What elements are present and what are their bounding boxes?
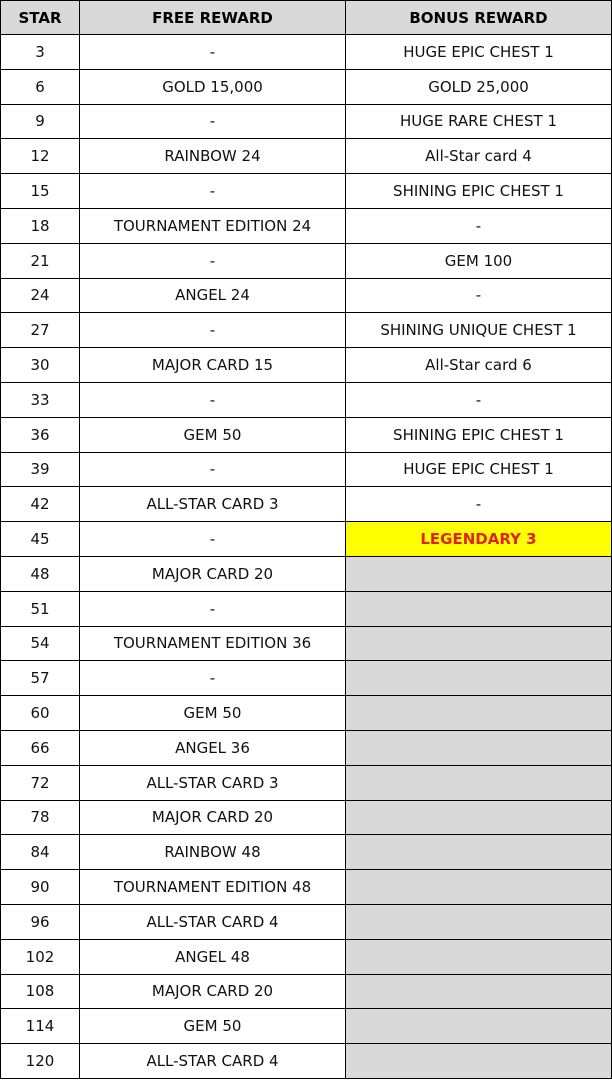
star-cell: 45 (1, 522, 80, 557)
bonus-reward-cell: SHINING EPIC CHEST 1 (346, 174, 612, 209)
bonus-reward-cell: GEM 100 (346, 243, 612, 278)
table-row (1, 382, 612, 417)
table-row (1, 208, 612, 243)
bonus-reward-locked-cell (346, 730, 612, 765)
free-reward-cell: - (80, 522, 346, 557)
bonus-reward-locked-cell (346, 556, 612, 591)
bonus-reward-locked-cell (346, 1009, 612, 1044)
free-reward-cell: RAINBOW 48 (80, 835, 346, 870)
free-reward-cell: ALL-STAR CARD 4 (80, 904, 346, 939)
free-reward-cell: TOURNAMENT EDITION 24 (80, 208, 346, 243)
free-reward-cell: - (80, 661, 346, 696)
table-row (1, 626, 612, 661)
star-cell: 33 (1, 382, 80, 417)
star-cell: 15 (1, 174, 80, 209)
table-row (1, 835, 612, 870)
free-reward-cell: ALL-STAR CARD 3 (80, 487, 346, 522)
table-row (1, 417, 612, 452)
free-reward-cell: - (80, 35, 346, 70)
table-row (1, 556, 612, 591)
star-cell: 39 (1, 452, 80, 487)
star-cell: 51 (1, 591, 80, 626)
star-cell: 27 (1, 313, 80, 348)
free-reward-cell: ANGEL 36 (80, 730, 346, 765)
star-cell: 9 (1, 104, 80, 139)
bonus-reward-cell: HUGE RARE CHEST 1 (346, 104, 612, 139)
table-row (1, 730, 612, 765)
star-cell: 72 (1, 765, 80, 800)
star-cell: 60 (1, 696, 80, 731)
bonus-reward-highlight-cell: LEGENDARY 3 (346, 522, 612, 557)
bonus-reward-cell: - (346, 487, 612, 522)
free-reward-cell: GEM 50 (80, 1009, 346, 1044)
bonus-reward-cell: - (346, 208, 612, 243)
star-cell: 6 (1, 69, 80, 104)
free-reward-cell: ANGEL 24 (80, 278, 346, 313)
free-reward-cell: TOURNAMENT EDITION 48 (80, 870, 346, 905)
table-row (1, 939, 612, 974)
table-row (1, 348, 612, 383)
header-bonus-reward: BONUS REWARD (346, 1, 612, 35)
free-reward-cell: TOURNAMENT EDITION 36 (80, 626, 346, 661)
free-reward-cell: ALL-STAR CARD 4 (80, 1044, 346, 1079)
star-cell: 90 (1, 870, 80, 905)
table-row (1, 174, 612, 209)
reward-table-header (1, 1, 612, 35)
bonus-reward-locked-cell (346, 870, 612, 905)
free-reward-cell: - (80, 591, 346, 626)
reward-table-body (1, 35, 612, 1079)
bonus-reward-locked-cell (346, 626, 612, 661)
bonus-reward-locked-cell (346, 904, 612, 939)
free-reward-cell: - (80, 174, 346, 209)
star-cell: 42 (1, 487, 80, 522)
star-cell: 30 (1, 348, 80, 383)
bonus-reward-locked-cell (346, 835, 612, 870)
table-row (1, 696, 612, 731)
table-row (1, 35, 612, 70)
star-cell: 96 (1, 904, 80, 939)
table-row (1, 870, 612, 905)
free-reward-cell: MAJOR CARD 20 (80, 974, 346, 1009)
table-row (1, 313, 612, 348)
star-cell: 12 (1, 139, 80, 174)
star-cell: 48 (1, 556, 80, 591)
bonus-reward-locked-cell (346, 939, 612, 974)
bonus-reward-locked-cell (346, 696, 612, 731)
star-cell: 54 (1, 626, 80, 661)
bonus-reward-locked-cell (346, 974, 612, 1009)
star-cell: 21 (1, 243, 80, 278)
star-cell: 36 (1, 417, 80, 452)
bonus-reward-cell: - (346, 382, 612, 417)
star-cell: 102 (1, 939, 80, 974)
header-row (1, 1, 612, 35)
star-cell: 108 (1, 974, 80, 1009)
bonus-reward-cell: - (346, 278, 612, 313)
free-reward-cell: MAJOR CARD 20 (80, 556, 346, 591)
table-row (1, 904, 612, 939)
star-cell: 24 (1, 278, 80, 313)
table-row (1, 452, 612, 487)
bonus-reward-cell: SHINING EPIC CHEST 1 (346, 417, 612, 452)
star-cell: 120 (1, 1044, 80, 1079)
free-reward-cell: GOLD 15,000 (80, 69, 346, 104)
table-row (1, 661, 612, 696)
table-row (1, 243, 612, 278)
table-row (1, 522, 612, 557)
free-reward-cell: ANGEL 48 (80, 939, 346, 974)
bonus-reward-locked-cell (346, 591, 612, 626)
table-row (1, 1009, 612, 1044)
free-reward-cell: - (80, 452, 346, 487)
bonus-reward-cell: HUGE EPIC CHEST 1 (346, 452, 612, 487)
header-star: STAR (1, 1, 80, 35)
header-free-reward: FREE REWARD (80, 1, 346, 35)
bonus-reward-cell: All-Star card 4 (346, 139, 612, 174)
free-reward-cell: - (80, 243, 346, 278)
bonus-reward-cell: SHINING UNIQUE CHEST 1 (346, 313, 612, 348)
free-reward-cell: GEM 50 (80, 417, 346, 452)
table-row (1, 104, 612, 139)
star-cell: 66 (1, 730, 80, 765)
free-reward-cell: - (80, 313, 346, 348)
table-row (1, 278, 612, 313)
free-reward-cell: - (80, 382, 346, 417)
star-cell: 3 (1, 35, 80, 70)
free-reward-cell: GEM 50 (80, 696, 346, 731)
table-row (1, 591, 612, 626)
table-row (1, 1044, 612, 1079)
bonus-reward-locked-cell (346, 800, 612, 835)
star-cell: 114 (1, 1009, 80, 1044)
star-cell: 78 (1, 800, 80, 835)
free-reward-cell: MAJOR CARD 20 (80, 800, 346, 835)
bonus-reward-locked-cell (346, 765, 612, 800)
star-cell: 84 (1, 835, 80, 870)
table-row (1, 139, 612, 174)
table-row (1, 487, 612, 522)
free-reward-cell: RAINBOW 24 (80, 139, 346, 174)
bonus-reward-locked-cell (346, 661, 612, 696)
bonus-reward-cell: GOLD 25,000 (346, 69, 612, 104)
table-row (1, 974, 612, 1009)
free-reward-cell: ALL-STAR CARD 3 (80, 765, 346, 800)
table-row (1, 69, 612, 104)
bonus-reward-locked-cell (346, 1044, 612, 1079)
table-row (1, 765, 612, 800)
star-cell: 18 (1, 208, 80, 243)
bonus-reward-cell: HUGE EPIC CHEST 1 (346, 35, 612, 70)
free-reward-cell: MAJOR CARD 15 (80, 348, 346, 383)
free-reward-cell: - (80, 104, 346, 139)
bonus-reward-cell: All-Star card 6 (346, 348, 612, 383)
star-cell: 57 (1, 661, 80, 696)
table-row (1, 800, 612, 835)
